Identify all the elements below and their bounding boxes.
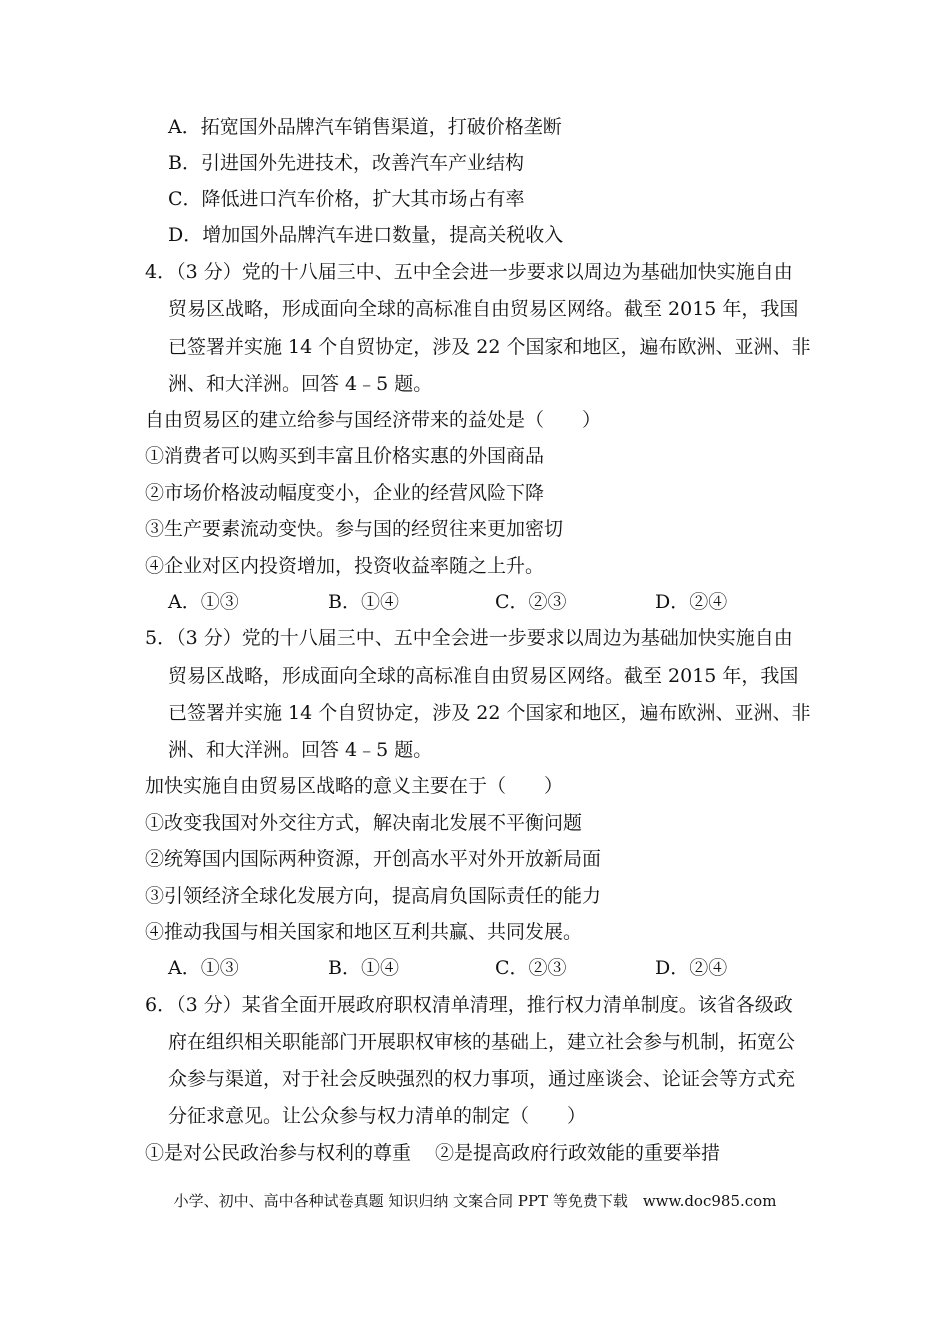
q3-option-c: C．降低进口汽车价格，扩大其市场占有率 [168,188,525,210]
q3-option-a: A．拓宽国外品牌汽车销售渠道，打破价格垄断 [168,116,562,138]
q5-statement-2: ②统筹国内国际两种资源，开创高水平对外开放新局面 [145,848,602,870]
q4-statement-4: ④企业对区内投资增加，投资收益率随之上升。 [145,555,545,577]
page-footer: 小学、初中、高中各种试卷真题 知识归纳 文案合同 PPT 等免费下载 www.doc985.com [173,1192,777,1210]
q4-statement-1: ①消费者可以购买到丰富且价格实惠的外国商品 [145,445,545,467]
q4-question: 自由贸易区的建立给参与国经济带来的益处是（ ） [145,409,602,431]
q3-option-b: B．引进国外先进技术，改善汽车产业结构 [168,152,524,174]
q5-choice-c: C．②③ [495,957,567,979]
q6-statement-2: ②是提高政府行政效能的重要举措 [435,1142,721,1164]
q4-stem-line-4: 洲、和大洋洲。回答 4﹣5 题。 [168,373,433,395]
q4-stem-line-1: 4．（3 分）党的十八届三中、五中全会进一步要求以周边为基础加快实施自由 [145,261,793,283]
q6-stem-line-4: 分征求意见。让公众参与权力清单的制定（ ） [168,1105,587,1127]
q4-choice-a: A．①③ [168,591,239,613]
q6-statement-1: ①是对公民政治参与权利的尊重 [145,1142,412,1164]
q4-statement-2: ②市场价格波动幅度变小，企业的经营风险下降 [145,482,545,504]
q5-stem-line-3: 已签署并实施 14 个自贸协定，涉及 22 个国家和地区，遍布欧洲、亚洲、非 [168,702,811,724]
q5-choice-d: D．②④ [655,957,728,979]
q4-choice-c: C．②③ [495,591,567,613]
q4-statement-3: ③生产要素流动变快。参与国的经贸往来更加密切 [145,518,564,540]
q4-choice-d: D．②④ [655,591,728,613]
q4-choice-b: B．①④ [328,591,399,613]
q5-stem-line-2: 贸易区战略，形成面向全球的高标准自由贸易区网络。截至 2015 年，我国 [168,665,799,687]
q5-stem-line-1: 5．（3 分）党的十八届三中、五中全会进一步要求以周边为基础加快实施自由 [145,627,793,649]
q5-question: 加快实施自由贸易区战略的意义主要在于（ ） [145,775,564,797]
q5-statement-1: ①改变我国对外交往方式，解决南北发展不平衡问题 [145,812,583,834]
q5-statement-3: ③引领经济全球化发展方向，提高肩负国际责任的能力 [145,885,602,907]
q5-choice-a: A．①③ [168,957,239,979]
q4-stem-line-2: 贸易区战略，形成面向全球的高标准自由贸易区网络。截至 2015 年，我国 [168,298,799,320]
q6-stem-line-1: 6．（3 分）某省全面开展政府职权清单清理，推行权力清单制度。该省各级政 [145,994,793,1016]
q6-stem-line-2: 府在组织相关职能部门开展职权审核的基础上，建立社会参与机制，拓宽公 [168,1031,796,1053]
q4-stem-line-3: 已签署并实施 14 个自贸协定，涉及 22 个国家和地区，遍布欧洲、亚洲、非 [168,336,811,358]
q5-choice-b: B．①④ [328,957,399,979]
q3-option-d: D．增加国外品牌汽车进口数量，提高关税收入 [168,224,564,246]
q5-stem-line-4: 洲、和大洋洲。回答 4﹣5 题。 [168,739,433,761]
q6-stem-line-3: 众参与渠道，对于社会反映强烈的权力事项，通过座谈会、论证会等方式充 [168,1068,796,1090]
q5-statement-4: ④推动我国与相关国家和地区互利共赢、共同发展。 [145,921,583,943]
